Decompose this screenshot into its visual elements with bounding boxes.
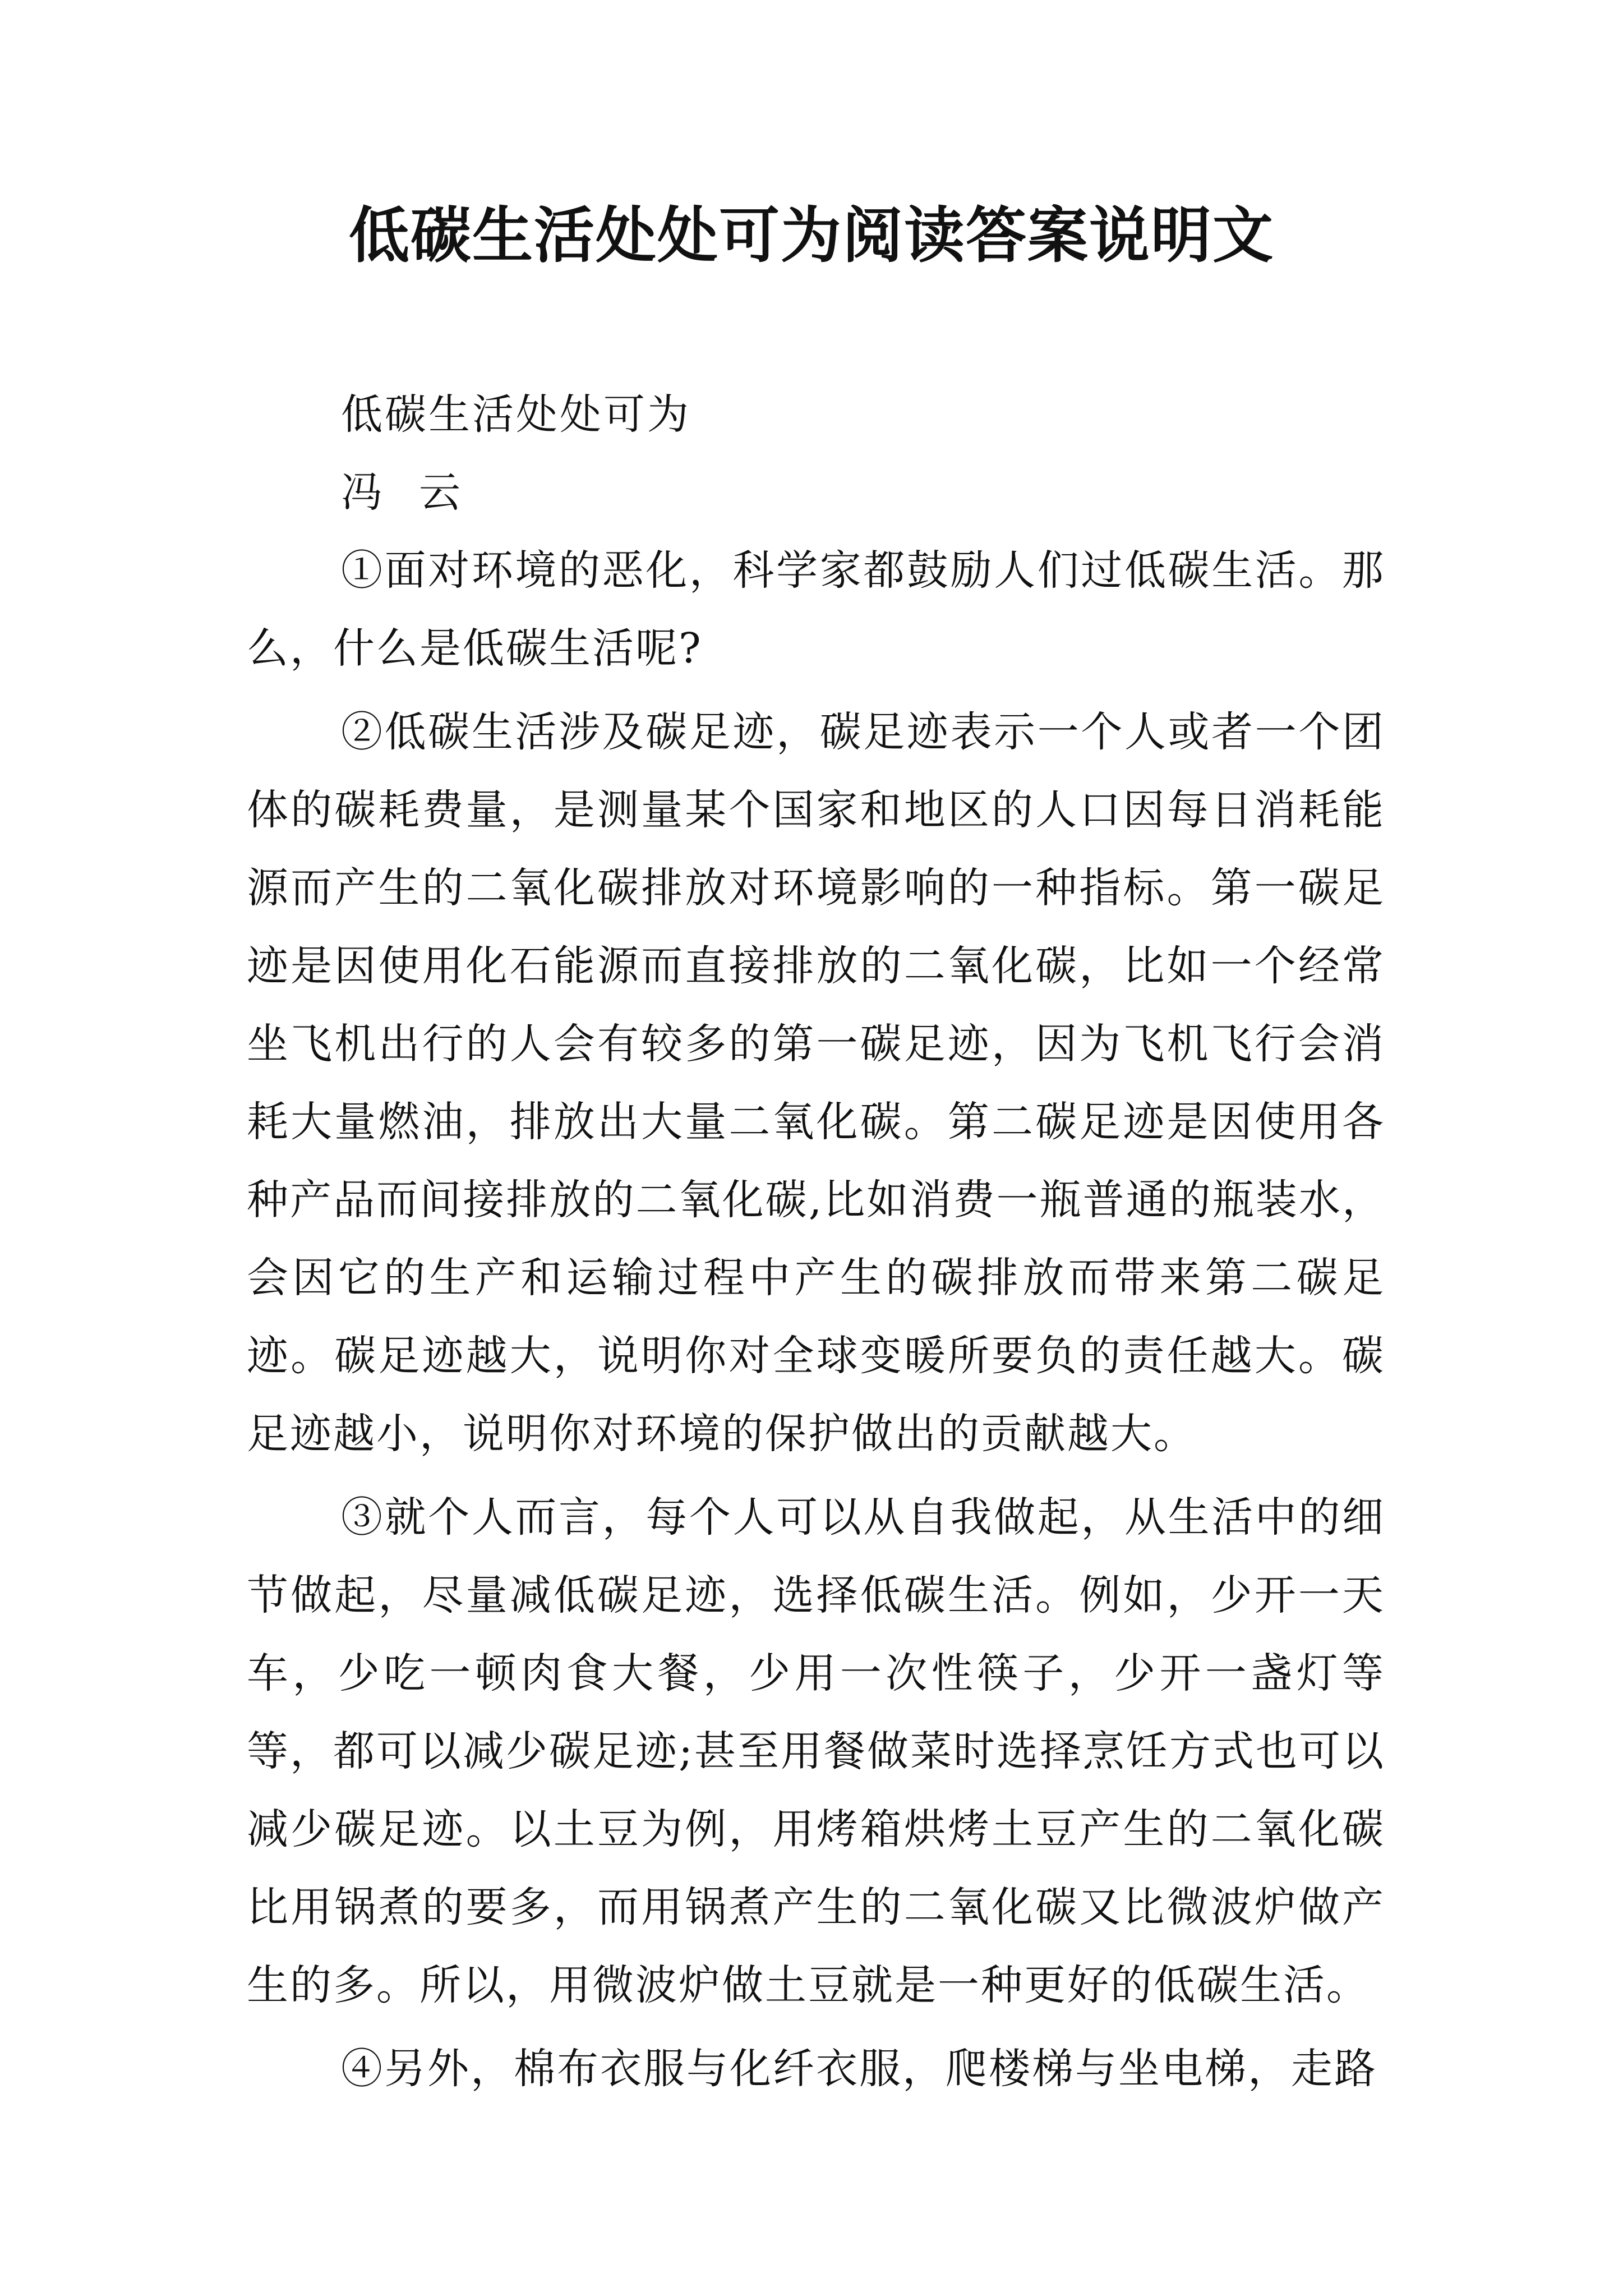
article-body bbox=[247, 376, 1385, 2108]
article-author: 冯 云 bbox=[341, 468, 464, 517]
paragraph-2: ②低碳生活涉及碳足迹，碳足迹表示一个人或者一个团体的碳耗费量，是测量某个国家和地区的人口因每日消耗能源而产生的二氧化碳排放对环境影响的一种指标。第一碳足迹是因使用化石能源而直接排放的二氧化碳，比如一个经常坐飞机出行的人会有较多的第一碳足迹，因为飞机飞行会消耗大量燃油，排放出大量二氧化碳。第二碳足迹是因使用各种产品而间接排放的二氧化碳,比如消费一瓶普通的瓶装水，会因它的生产和运输过程中产生的碳排放而带来第二碳足迹。碳足迹越大，说明你对全球变暖所要负的责任越大。碳足迹越小，说明你对环境的保护做出的贡献越大。 bbox=[247, 708, 1385, 1458]
paragraph-4: ④另外，棉布衣服与化纤衣服，爬楼梯与坐电梯，走路 bbox=[341, 2045, 1377, 2093]
article-title: 低碳生活处处可为 bbox=[341, 390, 691, 439]
paragraph-1: ①面对环境的恶化，科学家都鼓励人们过低碳生活。那么，什么是低碳生活呢? bbox=[247, 546, 1385, 673]
paragraph-3: ③就个人而言，每个人可以从自我做起，从生活中的细节做起，尽量减低碳足迹，选择低碳生活。例如，少开一天车，少吃一顿肉食大餐，少用一次性筷子，少开一盏灯等等，都可以减少碳足迹;甚至用餐做菜时选择烹饪方式也可以减少碳足迹。以土豆为例，用烤箱烘烤土豆产生的二氧化碳比用锅煮的要多，而用锅煮产生的二氧化碳又比微波炉做产生的多。所以，用微波炉做土豆就是一种更好的低碳生活。 bbox=[247, 1493, 1385, 2009]
document-title: 低碳生活处处可为阅读答案说明文 bbox=[348, 200, 1274, 271]
